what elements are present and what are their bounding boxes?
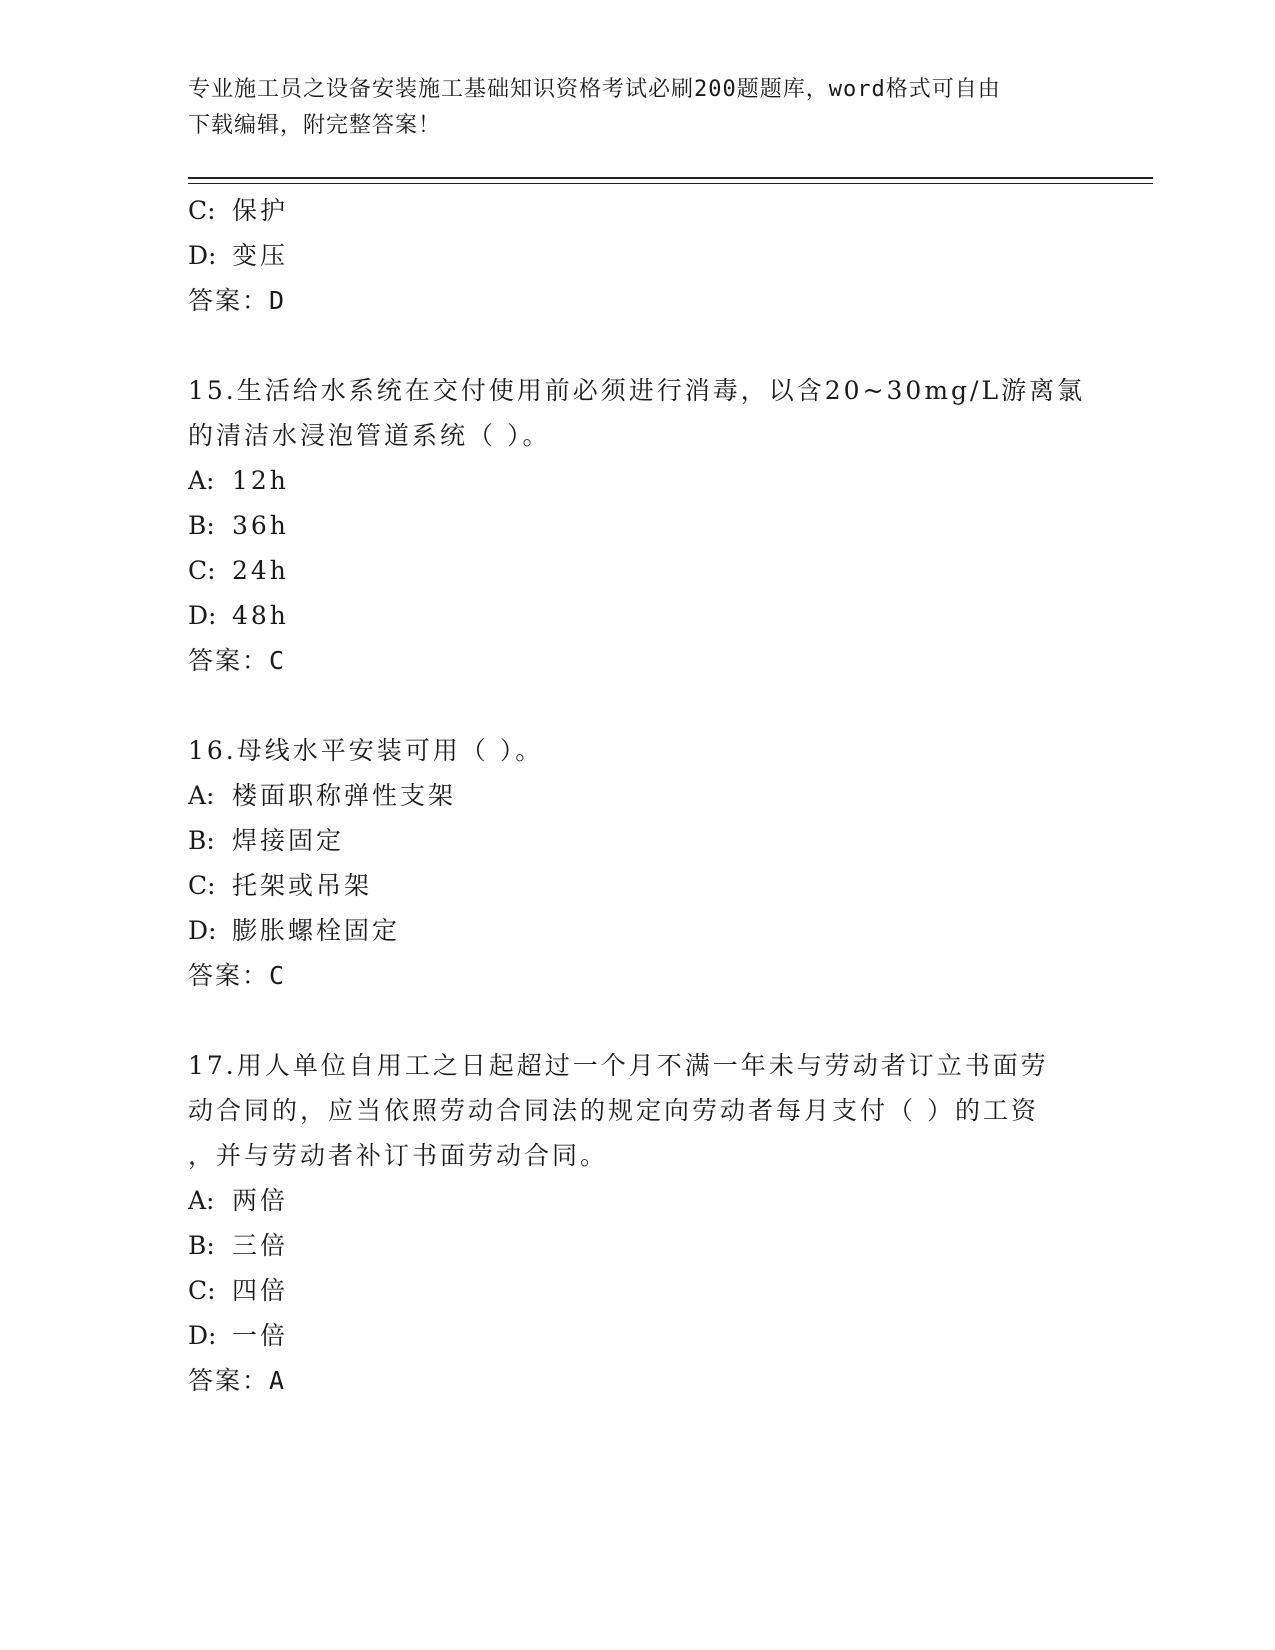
answer-line: [188, 953, 1088, 998]
document-header: [188, 72, 1088, 144]
question-15: [188, 368, 1088, 683]
option-key: A:: [188, 781, 215, 810]
question-16: [188, 728, 1088, 998]
header-divider-thick: [188, 177, 1153, 179]
option-text: 楼面职称弹性支架: [232, 781, 457, 810]
answer-label: 答案：: [188, 961, 270, 990]
option-key: C:: [188, 1276, 216, 1305]
question-text-line: 动合同的，应当依照劳动合同法的规定向劳动者每月支付（ ）的工资: [188, 1096, 1039, 1125]
answer-line: [188, 638, 1088, 683]
option-text: 48h: [232, 601, 289, 630]
option-text: 膨胀螺栓固定: [232, 916, 401, 945]
spacer: [188, 998, 1088, 1043]
question-text-line: 16.母线水平安装可用（ ）。: [188, 736, 544, 765]
answer-line: [188, 1358, 1088, 1403]
option-a: [188, 773, 1088, 818]
option-c: [188, 548, 1088, 593]
answer-value: C: [269, 646, 287, 675]
option-text: 三倍: [232, 1231, 289, 1260]
option-b: [188, 818, 1088, 863]
option-d: [188, 1313, 1088, 1358]
option-a: [188, 1178, 1088, 1223]
option-key: B:: [188, 511, 215, 540]
answer-label: 答案：: [188, 646, 270, 675]
spacer: [188, 683, 1088, 728]
option-c: [188, 863, 1088, 908]
option-text: 一倍: [232, 1321, 289, 1350]
option-d: [188, 233, 1088, 278]
option-text: 四倍: [232, 1276, 289, 1305]
option-c: [188, 1268, 1088, 1313]
option-key: C:: [188, 871, 216, 900]
option-key: B:: [188, 826, 215, 855]
option-text: 变压: [232, 241, 289, 270]
spacer: [188, 323, 1088, 368]
question-14-tail: [188, 188, 1088, 323]
option-text: 24h: [232, 556, 289, 585]
answer-value: A: [269, 1366, 287, 1395]
answer-label: 答案：: [188, 286, 270, 315]
answer-value: D: [269, 286, 287, 315]
option-key: D:: [188, 916, 217, 945]
option-text: 保护: [232, 196, 289, 225]
option-c: [188, 188, 1088, 233]
header-divider-thin: [188, 183, 1153, 184]
option-text: 两倍: [232, 1186, 289, 1215]
option-key: D:: [188, 601, 217, 630]
option-b: [188, 1223, 1088, 1268]
question-list: [188, 188, 1088, 1403]
option-text: 托架或吊架: [232, 871, 373, 900]
option-text: 焊接固定: [232, 826, 345, 855]
option-key: C:: [188, 196, 216, 225]
question-text-line: ，并与劳动者补订书面劳动合同。: [188, 1141, 609, 1170]
option-a: [188, 458, 1088, 503]
question-text-line: 15.生活给水系统在交付使用前必须进行消毒，以含20~30mg/L游离氯: [188, 376, 1086, 405]
option-key: C:: [188, 556, 216, 585]
header-line-1: 专业施工员之设备安装施工基础知识资格考试必刷200题题库，word格式可自由: [188, 77, 1001, 102]
question-text-line: 17.用人单位自用工之日起超过一个月不满一年未与劳动者订立书面劳: [188, 1051, 1049, 1080]
option-text: 12h: [232, 466, 289, 495]
header-line-2: 下载编辑，附完整答案！: [188, 113, 442, 138]
question-text-line: 的清洁水浸泡管道系统（ ）。: [188, 421, 551, 450]
option-key: D:: [188, 1321, 217, 1350]
answer-line: [188, 278, 1088, 323]
answer-label: 答案：: [188, 1366, 270, 1395]
option-key: A:: [188, 466, 215, 495]
option-text: 36h: [232, 511, 289, 540]
option-d: [188, 593, 1088, 638]
answer-value: C: [269, 961, 287, 990]
option-d: [188, 908, 1088, 953]
option-key: D:: [188, 241, 217, 270]
option-key: B:: [188, 1231, 215, 1260]
option-b: [188, 503, 1088, 548]
option-key: A:: [188, 1186, 215, 1215]
question-17: [188, 1043, 1088, 1403]
